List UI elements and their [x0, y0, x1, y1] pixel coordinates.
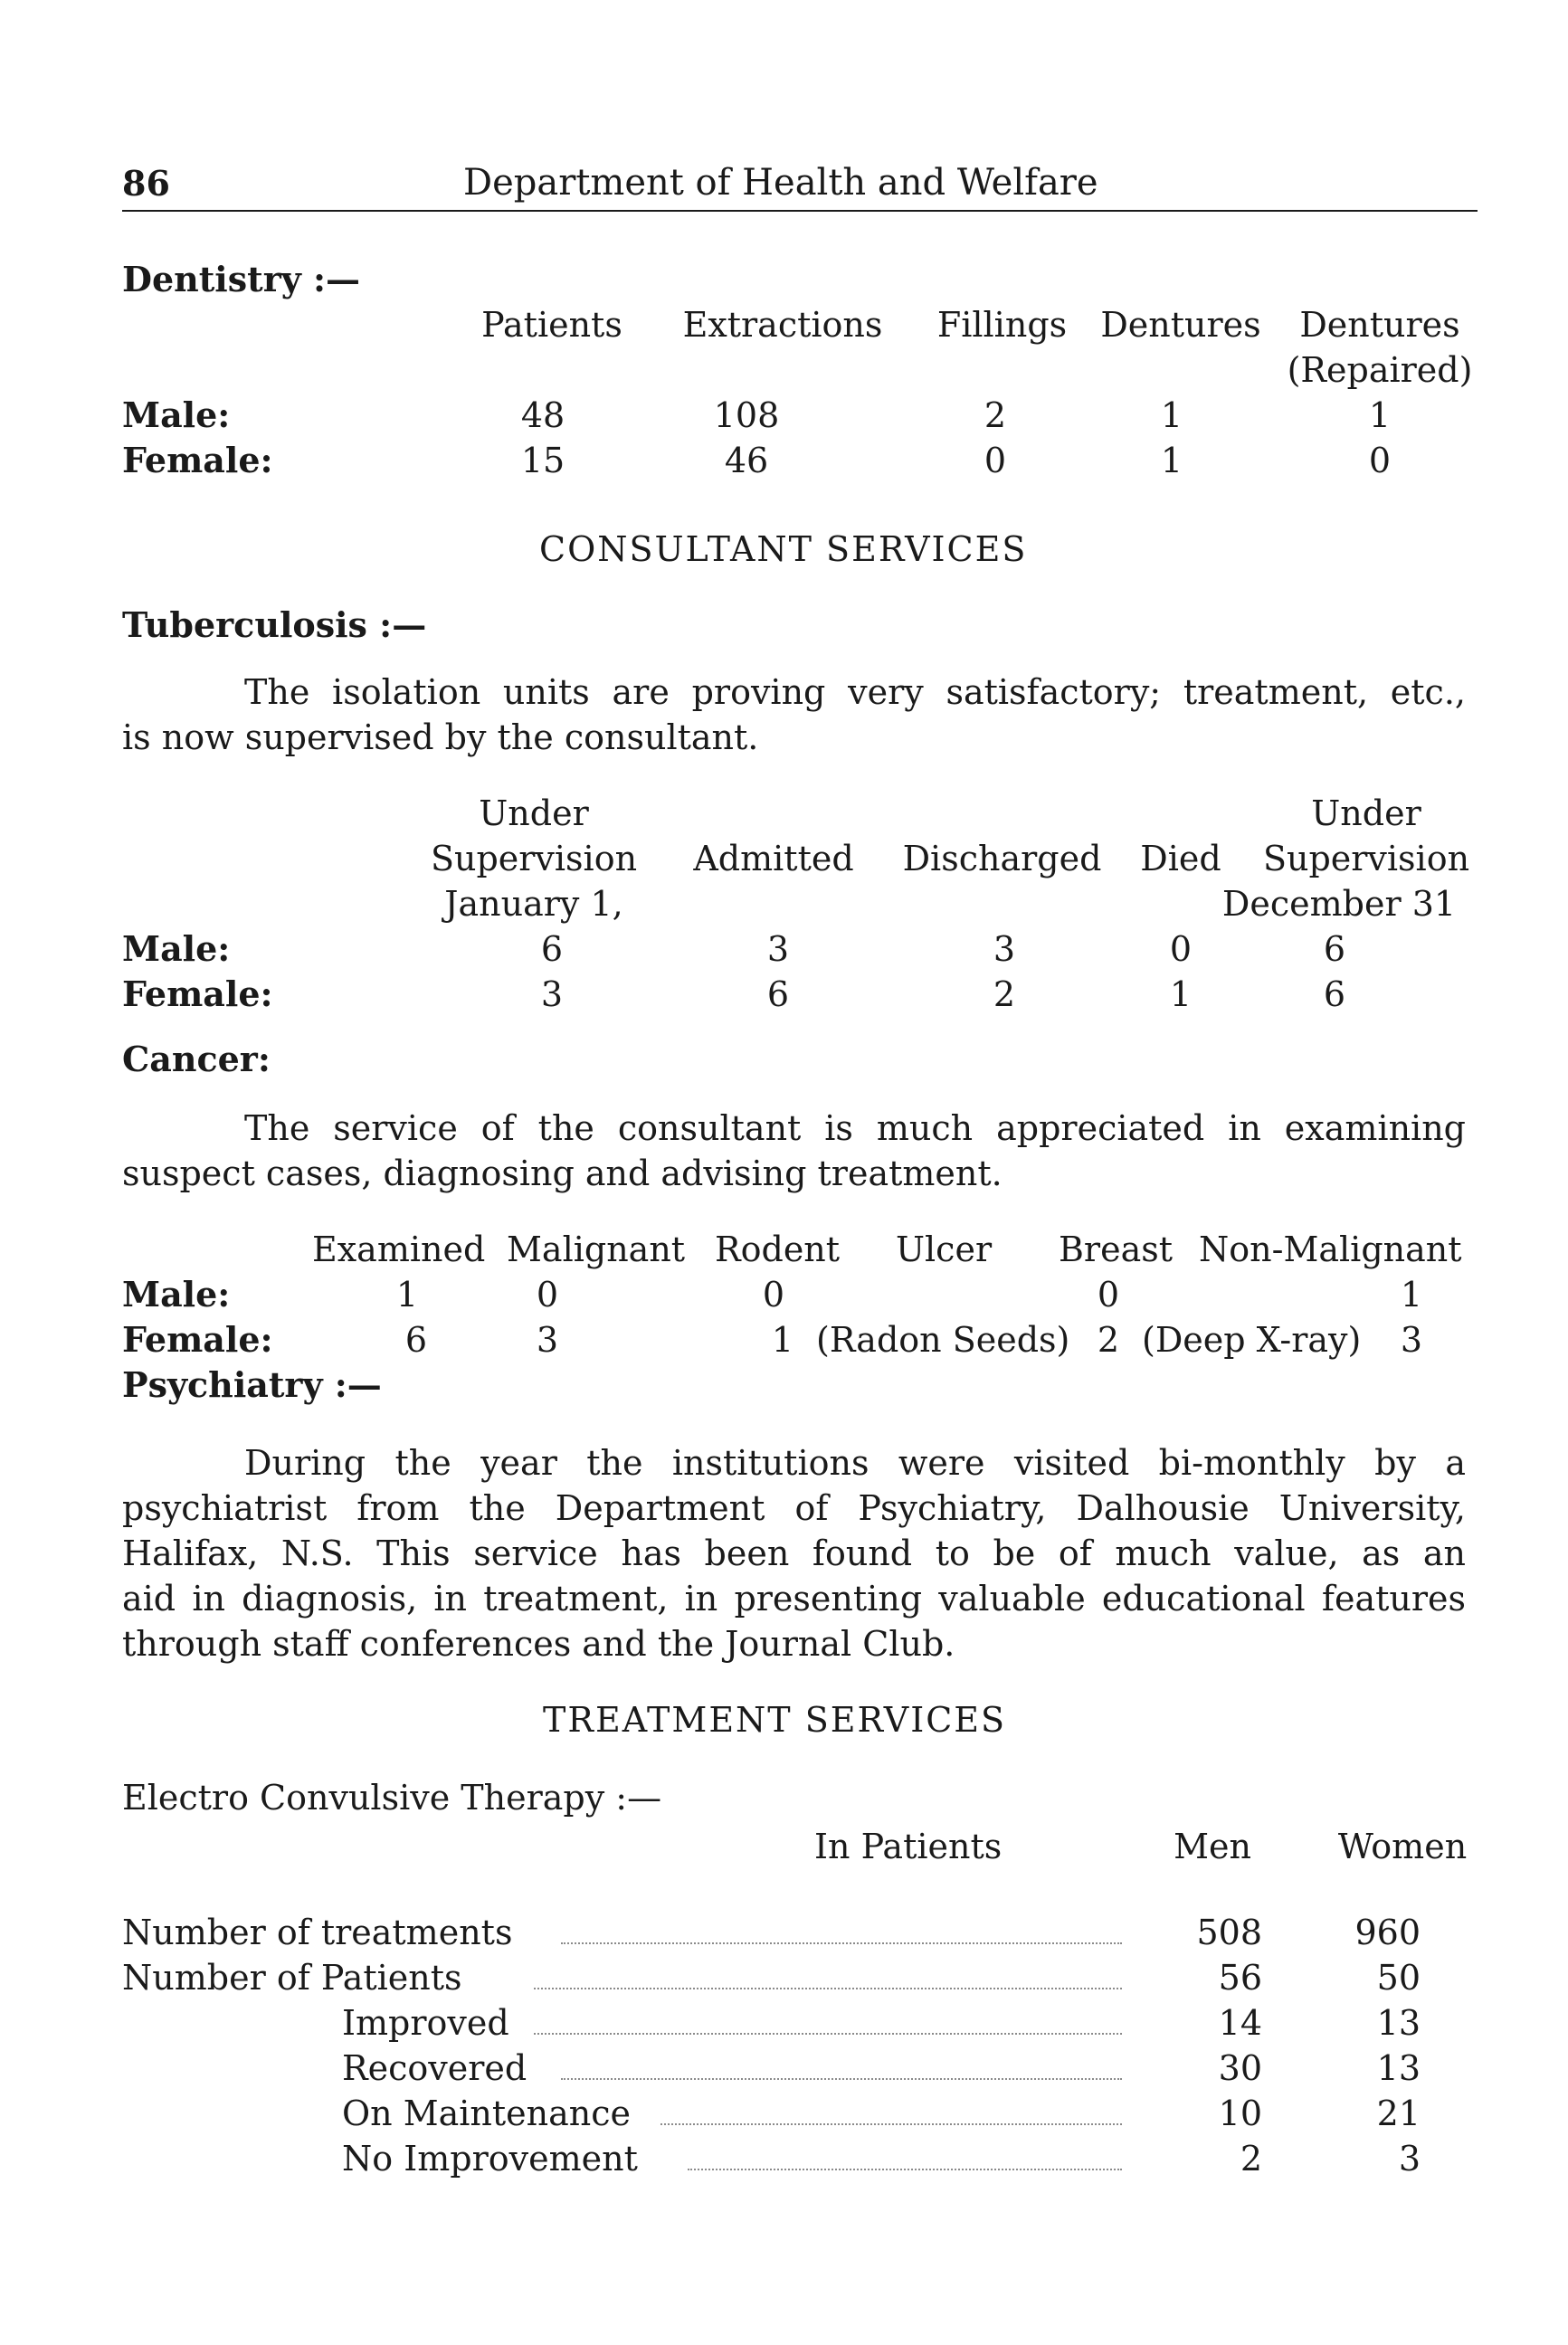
- section-heading-treatment: TREATMENT SERVICES: [543, 1700, 1007, 1740]
- ect-cell-women: 21: [1376, 2093, 1421, 2133]
- tb-cell: 2: [993, 974, 1016, 1014]
- dentistry-row-label: Female:: [122, 440, 273, 480]
- tb-col-discharged: Discharged: [902, 839, 1102, 878]
- cancer-cell: 1: [771, 1320, 794, 1360]
- ect-cell-women: 960: [1354, 1913, 1421, 1952]
- leader-dots: [561, 2078, 1122, 2080]
- paragraph-line: The isolation units are proving very satisfactory; treatment, etc.,: [244, 672, 1466, 712]
- cancer-heading: Cancer:: [122, 1039, 271, 1079]
- leader-dots: [561, 1942, 1122, 1944]
- paragraph-line: suspect cases, diagnosing and advising treatment.: [122, 1154, 1003, 1193]
- psychiatry-paragraph: [122, 1440, 1466, 1666]
- dentistry-cell: 48: [520, 395, 565, 435]
- ect-row-label: On Maintenance: [342, 2093, 632, 2133]
- psychiatry-heading: Psychiatry :—: [122, 1364, 382, 1405]
- cancer-paragraph: [122, 1106, 1466, 1196]
- cancer-cell-note: (Deep X-ray): [1142, 1320, 1362, 1360]
- cancer-col-examined: Examined: [312, 1229, 486, 1269]
- ect-row-label: Number of Patients: [122, 1958, 462, 1998]
- cancer-cell: 3: [536, 1320, 559, 1360]
- dentistry-cell: 1: [1160, 395, 1183, 435]
- page-title: Department of Health and Welfare: [463, 162, 1098, 204]
- dentistry-row-label: Male:: [122, 394, 231, 435]
- cancer-col-malignant: Malignant: [507, 1229, 686, 1269]
- tb-col-under-dec: December 31: [1221, 884, 1457, 924]
- paragraph-line: is now supervised by the consultant.: [122, 717, 759, 757]
- dentistry-col-extractions: Extractions: [682, 305, 883, 345]
- ect-cell-women: 13: [1376, 2003, 1421, 2043]
- dentistry-cell: 0: [1368, 441, 1392, 480]
- dentistry-cell: 46: [724, 441, 769, 480]
- paragraph-line: During the year the institutions were visited bi-monthly by a: [244, 1443, 1466, 1483]
- tb-cell: 6: [540, 929, 564, 969]
- paragraph-line: The service of the consultant is much appreciated in examining: [244, 1108, 1466, 1148]
- dentistry-col-dentures-repaired: Dentures: [1299, 305, 1460, 345]
- leader-dots: [688, 2169, 1122, 2170]
- tb-cell: 6: [1323, 929, 1346, 969]
- tb-col-admitted: Admitted: [693, 839, 854, 878]
- tuberculosis-paragraph: [122, 669, 1466, 760]
- dentistry-cell: 1: [1160, 441, 1183, 480]
- ect-row-label: Recovered: [342, 2048, 527, 2088]
- dentistry-cell: 0: [984, 441, 1007, 480]
- tb-col-under-dec: Supervision: [1262, 839, 1470, 878]
- ect-cell-men: 30: [1218, 2048, 1262, 2088]
- ect-col-men: Men: [1174, 1827, 1251, 1866]
- dentistry-heading: Dentistry :—: [122, 259, 361, 299]
- ect-cell-men: 2: [1240, 2139, 1262, 2179]
- ect-col-women: Women: [1337, 1827, 1468, 1866]
- cancer-cell: 0: [762, 1275, 785, 1315]
- page-number: 86: [122, 163, 170, 204]
- ect-row-label: Improved: [342, 2003, 509, 2043]
- leader-dots: [534, 2033, 1122, 2035]
- dentistry-cell: 1: [1368, 395, 1392, 435]
- tb-row-label: Female:: [122, 973, 273, 1014]
- dentistry-col-dentures: Dentures: [1100, 305, 1261, 345]
- ect-cell-women: 50: [1376, 1958, 1421, 1998]
- tb-col-under-jan: Supervision: [430, 839, 638, 878]
- tb-col-died: Died: [1140, 839, 1221, 878]
- ect-row-label: Number of treatments: [122, 1913, 513, 1952]
- dentistry-col-patients: Patients: [481, 305, 622, 345]
- cancer-col-ulcer: Ulcer: [896, 1229, 993, 1269]
- dentistry-cell: 2: [984, 395, 1007, 435]
- cancer-cell: 1: [395, 1275, 419, 1315]
- tb-cell: 3: [993, 929, 1016, 969]
- cancer-cell: 3: [1400, 1320, 1423, 1360]
- tb-cell: 0: [1169, 929, 1193, 969]
- cancer-col-non-malignant: Non-Malignant: [1199, 1229, 1462, 1269]
- tb-cell: 3: [540, 974, 564, 1014]
- leader-dots: [660, 2123, 1122, 2125]
- paragraph-line: aid in diagnosis, in treatment, in presenting valuable educational features: [122, 1579, 1466, 1619]
- cancer-cell-note: (Radon Seeds): [816, 1320, 1070, 1360]
- ect-heading: Electro Convulsive Therapy :—: [122, 1778, 662, 1818]
- cancer-cell: 2: [1097, 1320, 1120, 1360]
- cancer-col-breast: Breast: [1059, 1229, 1174, 1269]
- tb-col-under-dec: Under: [1311, 793, 1421, 833]
- tb-cell: 1: [1169, 974, 1193, 1014]
- tb-cell: 3: [766, 929, 790, 969]
- ect-col-in-patients: In Patients: [814, 1827, 1003, 1866]
- tb-col-under-jan: January 1,: [444, 884, 623, 924]
- cancer-cell: 0: [536, 1275, 559, 1315]
- header-rule: [122, 210, 1478, 212]
- ect-row-label: No Improvement: [342, 2139, 638, 2179]
- ect-cell-women: 13: [1376, 2048, 1421, 2088]
- cancer-cell: 0: [1097, 1275, 1120, 1315]
- dentistry-cell: 108: [713, 395, 780, 435]
- cancer-row-label: Female:: [122, 1319, 273, 1360]
- tuberculosis-heading: Tuberculosis :—: [122, 604, 427, 645]
- cancer-col-rodent: Rodent: [715, 1229, 841, 1269]
- tb-col-under-jan: Under: [479, 793, 589, 833]
- ect-cell-men: 14: [1218, 2003, 1262, 2043]
- tb-row-label: Male:: [122, 928, 231, 969]
- paragraph-line: Halifax, N.S. This service has been found to be of much value, as an: [122, 1533, 1466, 1573]
- cancer-cell: 6: [404, 1320, 428, 1360]
- section-heading-consultant: CONSULTANT SERVICES: [539, 529, 1028, 569]
- leader-dots: [534, 1988, 1122, 1989]
- dentistry-cell: 15: [520, 441, 565, 480]
- tb-cell: 6: [766, 974, 790, 1014]
- ect-cell-women: 3: [1398, 2139, 1421, 2179]
- tb-cell: 6: [1323, 974, 1346, 1014]
- ect-cell-men: 508: [1196, 1913, 1262, 1952]
- ect-cell-men: 56: [1218, 1958, 1262, 1998]
- ect-cell-men: 10: [1218, 2093, 1262, 2133]
- dentistry-col-fillings: Fillings: [936, 305, 1068, 345]
- cancer-cell: 1: [1400, 1275, 1423, 1315]
- cancer-row-label: Male:: [122, 1274, 231, 1315]
- paragraph-line: through staff conferences and the Journal Club.: [122, 1624, 955, 1664]
- dentistry-col-repaired-sub: (Repaired): [1287, 350, 1473, 390]
- paragraph-line: psychiatrist from the Department of Psychiatry, Dalhousie University,: [122, 1488, 1466, 1528]
